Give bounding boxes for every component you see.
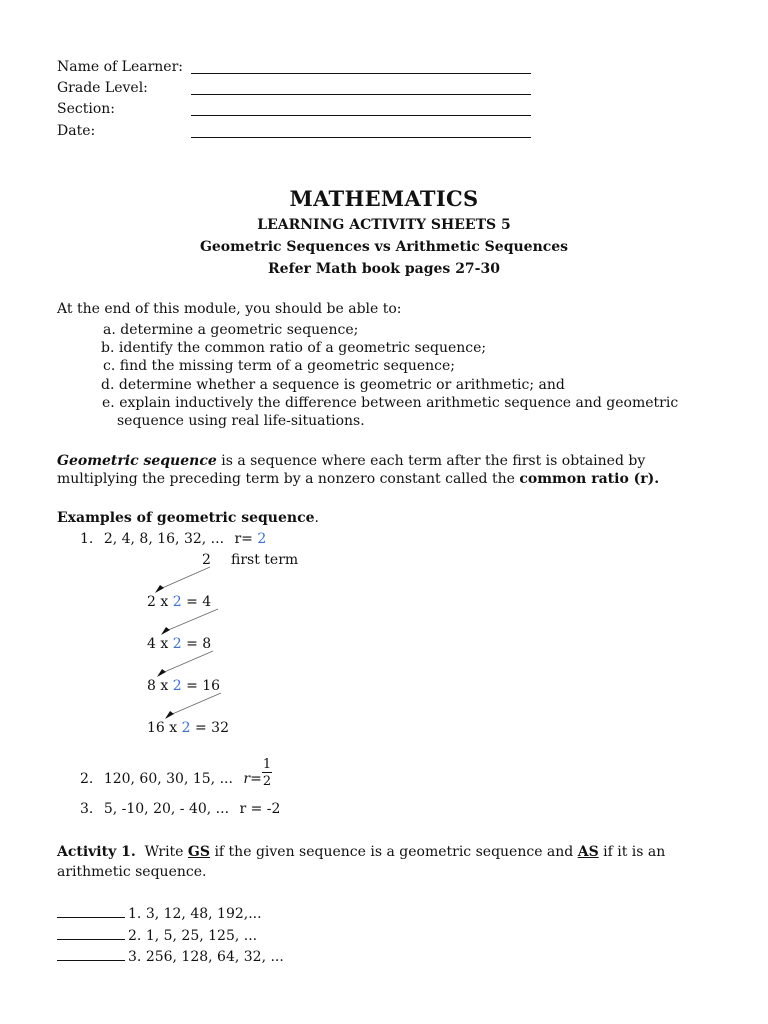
activity-item-2-number: 2. bbox=[128, 928, 142, 944]
step-3-right: = 16 bbox=[181, 678, 221, 694]
example-2-sequence: 120, 60, 30, 15, ... bbox=[103, 771, 233, 787]
arrowhead-2 bbox=[161, 627, 170, 635]
first-term-value: 2 bbox=[202, 552, 211, 568]
activity-instructions-line-1 bbox=[57, 844, 665, 860]
example-3-sequence: 5, -10, 20, - 40, ... bbox=[103, 801, 230, 817]
activity-item-1 bbox=[57, 905, 262, 922]
objective-letter: b. bbox=[101, 340, 115, 356]
activity-text-1: Write bbox=[144, 844, 188, 860]
arrowhead-3 bbox=[157, 669, 166, 677]
first-term-label: first term bbox=[231, 552, 299, 568]
activity-item-1-number: 1. bbox=[128, 906, 142, 922]
step-2-right: = 8 bbox=[181, 636, 212, 652]
example-1-r-label: r= bbox=[234, 531, 258, 547]
activity-text-3: if it is an bbox=[598, 844, 666, 860]
example-3-ratio: r = -2 bbox=[239, 801, 281, 817]
objective-text: determine a geometric sequence; bbox=[120, 322, 359, 338]
activity-item-3-sequence: 256, 128, 64, 32, ... bbox=[145, 949, 284, 965]
objective-e-continued: sequence using real life-situations. bbox=[117, 413, 365, 429]
example-3-number: 3. bbox=[80, 801, 94, 817]
activity-item-2-sequence: 1, 5, 25, 125, ... bbox=[145, 928, 258, 944]
common-ratio-term: common ratio (r). bbox=[519, 471, 660, 487]
example-2-number: 2. bbox=[80, 771, 94, 787]
examples-heading-period: . bbox=[314, 510, 319, 526]
fraction-denominator: 2 bbox=[262, 774, 272, 789]
fraction-numerator: 1 bbox=[262, 757, 272, 772]
page-title: MATHEMATICS bbox=[289, 186, 479, 211]
example-3 bbox=[80, 801, 280, 817]
activity-label: Activity 1. bbox=[57, 844, 136, 860]
step-1-left: 2 x bbox=[147, 594, 173, 610]
name-of-learner-label: Name of Learner: bbox=[57, 59, 183, 75]
as-code: AS bbox=[577, 844, 599, 860]
example-2 bbox=[80, 757, 272, 789]
step-3-left: 8 x bbox=[147, 678, 173, 694]
activity-text-2: if the given sequence is a geometric sequence and bbox=[210, 844, 578, 860]
example-1-sequence: 2, 4, 8, 16, 32, ... bbox=[103, 531, 225, 547]
objective-letter: a. bbox=[103, 322, 116, 338]
objective-text: identify the common ratio of a geometric sequence; bbox=[118, 340, 487, 356]
step-4-ratio: 2 bbox=[181, 720, 191, 736]
example-1-r-value: 2 bbox=[257, 531, 267, 547]
arrow-line-2 bbox=[166, 609, 218, 631]
step-4-right: = 32 bbox=[190, 720, 229, 736]
arrow-line-4 bbox=[170, 693, 221, 715]
activity-item-2 bbox=[57, 927, 257, 944]
step-4-left: 16 x bbox=[147, 720, 182, 736]
step-3-ratio: 2 bbox=[172, 678, 182, 694]
example-2-equals: = bbox=[250, 771, 262, 787]
section-label: Section: bbox=[57, 101, 115, 117]
arrowhead-4 bbox=[165, 711, 174, 719]
one-half-fraction bbox=[262, 758, 272, 788]
step-2-ratio: 2 bbox=[172, 636, 182, 652]
arrowhead-1 bbox=[155, 585, 164, 593]
step-1-right: = 4 bbox=[181, 594, 212, 610]
objective-text: determine whether a sequence is geometric or arithmetic; and bbox=[118, 377, 565, 393]
subtitle-topic: Geometric Sequences vs Arithmetic Sequences bbox=[199, 239, 569, 255]
objective-text: explain inductively the difference between arithmetic sequence and geometric bbox=[119, 395, 679, 411]
step-1-ratio: 2 bbox=[172, 594, 182, 610]
activity-item-3 bbox=[57, 948, 284, 965]
definition-text-1: is a sequence where each term after the first is obtained by bbox=[216, 453, 646, 469]
gs-code: GS bbox=[187, 844, 210, 860]
answer-blank-1[interactable] bbox=[57, 905, 125, 918]
definition-text-2: multiplying the preceding term by a nonzero constant called the bbox=[57, 471, 520, 487]
answer-blank-2[interactable] bbox=[57, 927, 125, 940]
objective-text: find the missing term of a geometric sequence; bbox=[119, 358, 456, 374]
activity-item-3-number: 3. bbox=[128, 949, 142, 965]
objective-letter: d. bbox=[101, 377, 115, 393]
step-2-left: 4 x bbox=[147, 636, 173, 652]
arrow-line-1 bbox=[160, 567, 210, 589]
example-1-number: 1. bbox=[80, 531, 94, 547]
answer-blank-3[interactable] bbox=[57, 948, 125, 961]
objectives-intro: At the end of this module, you should be able to: bbox=[57, 301, 402, 317]
examples-heading-text: Examples of geometric sequence bbox=[57, 510, 315, 526]
date-label: Date: bbox=[57, 123, 96, 139]
arrow-line-3 bbox=[162, 651, 213, 673]
activity-item-1-sequence: 3, 12, 48, 192,... bbox=[145, 906, 262, 922]
objective-letter: c. bbox=[103, 358, 116, 374]
definition-term: Geometric sequence bbox=[57, 453, 217, 469]
grade-level-label: Grade Level: bbox=[57, 80, 148, 96]
objective-letter: e. bbox=[102, 395, 115, 411]
activity-instructions-line-2: arithmetic sequence. bbox=[57, 864, 207, 880]
example-2-r-symbol: r bbox=[243, 771, 251, 787]
subtitle-reference: Refer Math book pages 27-30 bbox=[268, 261, 500, 277]
subtitle-activity-sheets: LEARNING ACTIVITY SHEETS 5 bbox=[257, 217, 511, 233]
